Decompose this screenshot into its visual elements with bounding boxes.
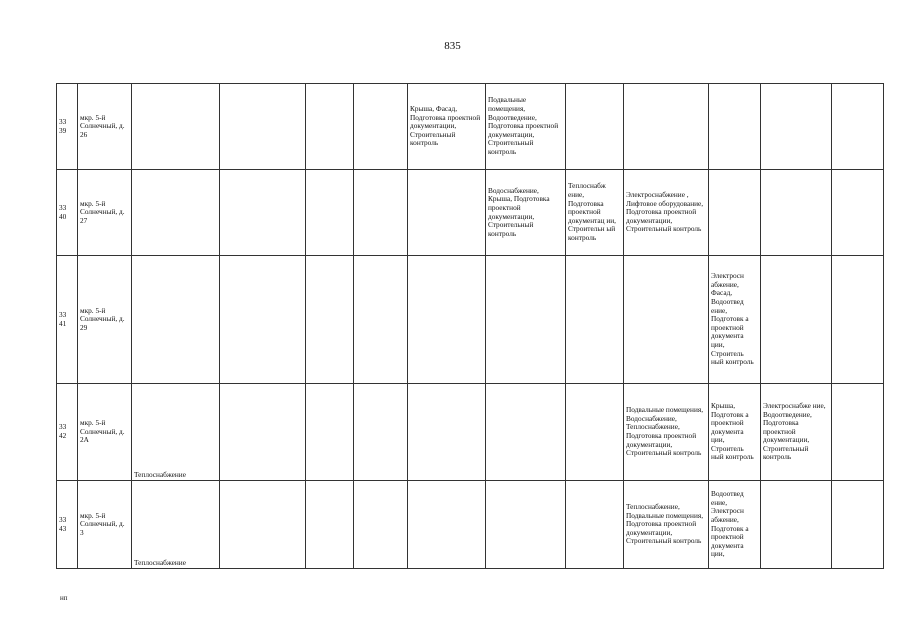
page-number: 835 — [444, 40, 461, 52]
address-cell: мкр. 5-й Солнечный, д. 26 — [78, 84, 132, 170]
work-cell — [354, 384, 408, 481]
work-cell — [354, 84, 408, 170]
work-cell: Водоотвед ение, Электросн абжение, Подготовк а проектной документа ции, — [709, 481, 761, 569]
footer-mark: нп — [60, 594, 68, 602]
work-cell — [220, 481, 306, 569]
work-cell — [832, 256, 884, 384]
work-cell — [832, 481, 884, 569]
work-cell — [832, 84, 884, 170]
work-cell — [306, 84, 354, 170]
work-cell — [408, 170, 486, 256]
work-cell — [354, 256, 408, 384]
work-cell — [832, 170, 884, 256]
work-cell — [566, 481, 624, 569]
work-cell — [566, 384, 624, 481]
work-cell — [220, 170, 306, 256]
work-cell — [709, 84, 761, 170]
work-cell — [306, 481, 354, 569]
address-cell: мкр. 5-й Солнечный, д. 29 — [78, 256, 132, 384]
work-cell — [761, 170, 832, 256]
address-cell: мкр. 5-й Солнечный, д. 3 — [78, 481, 132, 569]
row-number: 33 40 — [57, 170, 78, 256]
work-cell — [354, 170, 408, 256]
work-cell — [624, 84, 709, 170]
work-cell — [408, 481, 486, 569]
work-cell: Электроснабже ние, Водоотведение, Подготовка проектной документации, Строительный контроль — [761, 384, 832, 481]
work-cell — [566, 84, 624, 170]
work-cell — [832, 384, 884, 481]
address-cell: мкр. 5-й Солнечный, д. 2А — [78, 384, 132, 481]
row-number: 33 43 — [57, 481, 78, 569]
work-cell: Крыша, Подготовк а проектной документа ции, Строитель ный контроль — [709, 384, 761, 481]
table-row — [57, 384, 884, 481]
address-cell: мкр. 5-й Солнечный, д. 27 — [78, 170, 132, 256]
work-cell: Подвальные помещения, Водоотведение, Подготовка проектной документации, Строительный контроль — [486, 84, 566, 170]
work-cell — [486, 256, 566, 384]
work-cell — [220, 384, 306, 481]
work-cell — [761, 84, 832, 170]
work-cell: Водоснабжение, Крыша, Подготовка проектной документации, Строительный контроль — [486, 170, 566, 256]
work-cell — [761, 256, 832, 384]
row-number: 33 42 — [57, 384, 78, 481]
work-cell — [354, 481, 408, 569]
work-cell — [408, 384, 486, 481]
work-cell — [132, 170, 220, 256]
table-row — [57, 170, 884, 256]
work-cell: Теплоснабж ение, Подготовка проектной документац ии, Строительн ый контроль — [566, 170, 624, 256]
row-number: 33 39 — [57, 84, 78, 170]
work-cell — [486, 481, 566, 569]
row-number: 33 41 — [57, 256, 78, 384]
table-row — [57, 84, 884, 170]
table-row — [57, 256, 884, 384]
work-cell — [566, 256, 624, 384]
work-cell — [220, 84, 306, 170]
work-cell — [408, 256, 486, 384]
table-row — [57, 481, 884, 569]
capital-repair-schedule-table — [56, 83, 884, 569]
work-cell: Электросн абжение, Фасад, Водоотвед ение, Подготовк а проектной документа ции, Строитель ный контроль — [709, 256, 761, 384]
work-cell — [132, 84, 220, 170]
work-cell: Теплоснабжение — [132, 481, 220, 569]
work-cell: Крыша, Фасад, Подготовка проектной документации, Строительный контроль — [408, 84, 486, 170]
work-cell — [306, 170, 354, 256]
work-cell — [486, 384, 566, 481]
work-cell — [709, 170, 761, 256]
work-cell: Теплоснабжение, Подвальные помещения, Подготовка проектной документации, Строительный контроль — [624, 481, 709, 569]
work-cell — [761, 481, 832, 569]
work-cell: Электроснабжение , Лифтовое оборудование, Подготовка проектной документации, Строительный контроль — [624, 170, 709, 256]
work-cell — [220, 256, 306, 384]
work-cell — [624, 256, 709, 384]
work-cell — [306, 256, 354, 384]
work-cell: Теплоснабжение — [132, 384, 220, 481]
work-cell — [132, 256, 220, 384]
work-cell: Подвальные помещения, Водоснабжение, Теплоснабжение, Подготовка проектной документации, Строительный контроль — [624, 384, 709, 481]
work-cell — [306, 384, 354, 481]
